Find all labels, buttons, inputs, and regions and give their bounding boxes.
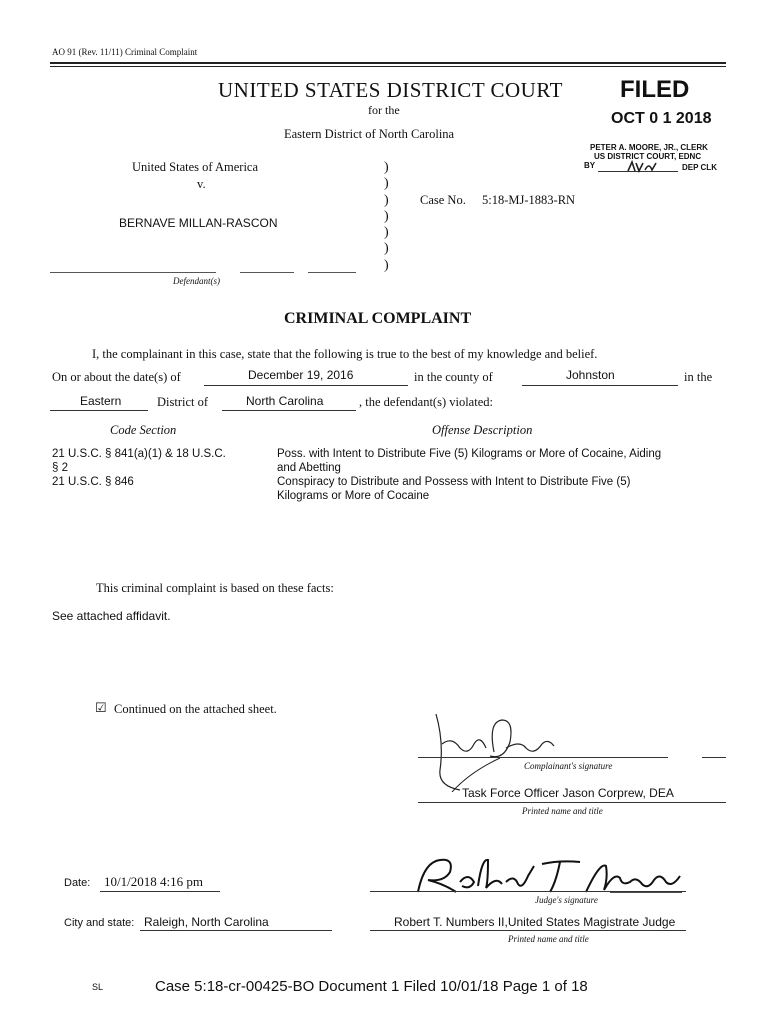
complainant-name-line <box>418 802 726 803</box>
complainant-sig-line <box>418 757 668 758</box>
complainant-name: Task Force Officer Jason Corprew, DEA <box>462 786 674 800</box>
judge-signature <box>410 852 690 900</box>
county-underline <box>522 385 678 386</box>
state-underline <box>222 410 356 411</box>
complaint-intro: I, the complainant in this case, state that the following is true to the best of my knowledge and belief. <box>92 347 598 361</box>
district-value: Eastern <box>80 394 122 408</box>
date-value: December 19, 2016 <box>248 368 354 382</box>
case-no: 5:18-MJ-1883-RN <box>482 193 576 207</box>
signed-date: 10/1/2018 4:16 pm <box>104 874 203 889</box>
continued-label: Continued on the attached sheet. <box>114 702 277 716</box>
defendant-name: BERNAVE MILLAN-RASCON <box>119 216 278 230</box>
judge-sig-label: Judge's signature <box>535 895 598 905</box>
header-rule-thin <box>50 66 726 67</box>
county-prefix: in the county of <box>414 370 493 384</box>
filed-date: OCT 0 1 2018 <box>611 110 712 127</box>
clerk-line2: US DISTRICT COURT, EDNC <box>594 152 702 161</box>
city-value: Raleigh, North Carolina <box>144 915 269 929</box>
judge-name-line <box>370 930 686 931</box>
clerk-line1: PETER A. MOORE, JR., CLERK <box>590 143 708 152</box>
filed-label: FILED <box>620 76 690 103</box>
date-underline <box>204 385 408 386</box>
defendant-label: Defendant(s) <box>173 276 220 286</box>
judge-name: Robert T. Numbers II,United States Magistrate Judge <box>394 915 676 929</box>
code-section-header: Code Section <box>110 423 177 437</box>
caption-parentheses: ) ) ) ) ) ) ) <box>384 160 389 273</box>
complainant-printed-label: Printed name and title <box>522 806 603 816</box>
date-label: Date: <box>64 877 91 889</box>
footer-case-line: Case 5:18-cr-00425-BO Document 1 Filed 10/01/18 Page 1 of 18 <box>155 978 588 995</box>
by-label: BY <box>584 161 596 170</box>
facts-text: See attached affidavit. <box>52 609 171 623</box>
footer-initials: SL <box>92 982 104 992</box>
judge-printed-label: Printed name and title <box>508 934 589 944</box>
dep-clk: DEP CLK <box>682 163 717 172</box>
complainant-signature <box>430 712 570 792</box>
in-the: in the <box>684 370 713 384</box>
plaintiff: United States of America <box>132 160 259 174</box>
clerk-initials-mark <box>626 160 660 174</box>
case-no-label: Case No. <box>420 193 466 207</box>
header-rule <box>50 62 726 64</box>
offense-desc: Poss. with Intent to Distribute Five (5) Kilograms or More of Cocaine, Aiding and Abetting Conspiracy to Distribute and Possess with Intent to Distribute Five (5) Kilograms or More of Cocaine <box>277 448 662 502</box>
complaint-heading: CRIMINAL COMPLAINT <box>284 310 472 327</box>
signed-date-line <box>100 891 220 892</box>
complainant-sig-line-tail <box>702 757 726 758</box>
city-label: City and state: <box>64 917 135 929</box>
state-value: North Carolina <box>246 394 324 408</box>
for-the: for the <box>368 103 400 117</box>
form-number: AO 91 (Rev. 11/11) Criminal Complaint <box>52 47 198 57</box>
versus: v. <box>197 177 206 191</box>
offense-header: Offense Description <box>432 423 533 437</box>
complainant-sig-label: Complainant's signature <box>524 761 613 771</box>
county-value: Johnston <box>566 368 615 382</box>
city-line <box>140 930 332 931</box>
facts-intro: This criminal complaint is based on these facts: <box>96 581 334 595</box>
court-title: UNITED STATES DISTRICT COURT <box>218 78 563 102</box>
violated-text: , the defendant(s) violated: <box>359 395 493 409</box>
offense-code-1: 21 U.S.C. § 841(a)(1) & 18 U.S.C. § 2 21 U.S.C. § 846 <box>52 448 226 488</box>
date-prefix: On or about the date(s) of <box>52 370 181 384</box>
district-of: District of <box>157 395 209 409</box>
continued-checkbox[interactable]: ☑ <box>95 700 107 715</box>
district-name: Eastern District of North Carolina <box>284 127 455 141</box>
district-underline <box>50 410 148 411</box>
judge-sig-line <box>370 891 686 892</box>
